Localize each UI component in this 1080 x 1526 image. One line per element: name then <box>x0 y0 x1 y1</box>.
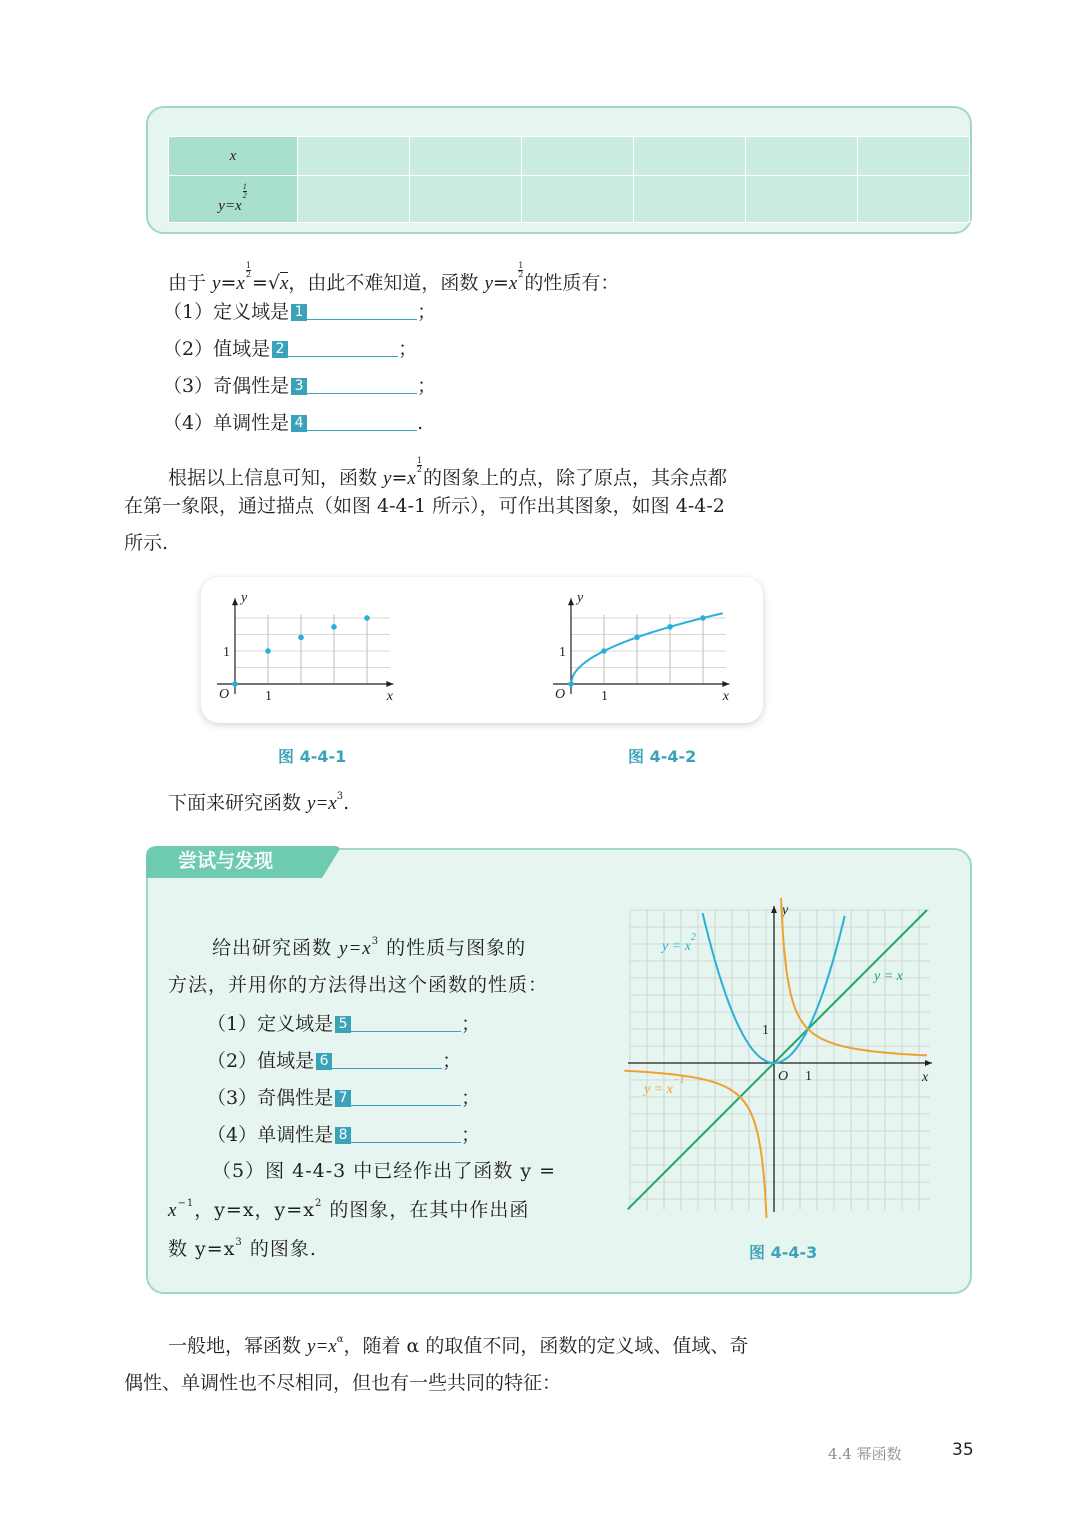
try-property-7 <box>207 1085 480 1110</box>
table-cell[interactable] <box>746 137 858 176</box>
figures-svg <box>201 577 763 723</box>
text: . <box>343 792 350 814</box>
answer-blank[interactable] <box>307 373 417 394</box>
text: ； <box>461 1087 481 1109</box>
text: 由于 <box>168 272 213 294</box>
table-cell[interactable] <box>522 137 634 176</box>
answer-blank[interactable] <box>307 299 417 320</box>
data-point <box>568 681 574 687</box>
answer-blank[interactable] <box>351 1122 461 1143</box>
property-2 <box>163 336 417 361</box>
table-cell[interactable] <box>298 137 410 176</box>
property-label: （1）定义域是 <box>207 1013 334 1035</box>
y-axis-arrow <box>771 906 777 913</box>
label-y-x-inverse <box>644 1075 685 1098</box>
exp-den: 2 <box>518 270 524 279</box>
text: = <box>220 272 237 294</box>
answer-blank[interactable] <box>351 1011 461 1032</box>
y-axis-arrow <box>568 598 574 605</box>
blank-number: 8 <box>335 1127 351 1144</box>
x-axis-label: x <box>922 1070 929 1085</box>
property-label: （4）单调性是 <box>163 412 290 434</box>
property-label: （3）奇偶性是 <box>207 1087 334 1109</box>
data-point <box>232 681 238 687</box>
text: = <box>251 272 268 294</box>
y-tick-label: 1 <box>223 645 230 660</box>
answer-blank[interactable] <box>351 1085 461 1106</box>
exponent: −1 <box>177 1198 195 1209</box>
exp-den: 2 <box>416 465 422 474</box>
closing-line: 偶性、单调性也不尽相同，但也有一些共同的特征： <box>124 1372 562 1394</box>
text: ； <box>461 1013 481 1035</box>
text: x <box>236 273 245 294</box>
y-axis-arrow <box>232 598 238 605</box>
table-cell[interactable] <box>522 176 634 223</box>
property-label: （4）单调性是 <box>207 1124 334 1146</box>
blank-number: 1 <box>291 304 307 321</box>
text: ，由此不难知道，函数 <box>288 272 485 294</box>
try-property-6 <box>207 1048 461 1073</box>
sqrt-sign: √ <box>267 272 280 294</box>
exponent-half <box>245 262 252 279</box>
x-axis-arrow <box>722 681 729 687</box>
exp-num: 1 <box>245 261 251 270</box>
exponent: 3 <box>336 791 344 802</box>
table-cell[interactable] <box>634 176 746 223</box>
paragraph-line: 所示. <box>124 532 169 554</box>
text: x <box>407 468 416 489</box>
try-property-5 <box>207 1011 480 1036</box>
table-header-y-text: y=x <box>218 198 242 214</box>
closing-line <box>168 1334 748 1359</box>
text: ，随着 α 的取值不同，函数的定义域、值域、奇 <box>343 1335 749 1357</box>
property-1 <box>163 299 436 324</box>
text: 一般地，幂函数 <box>168 1335 308 1357</box>
page-number: 35 <box>952 1440 974 1460</box>
exponent: 2 <box>314 1198 323 1209</box>
try-intro-line: 方法，并用你的方法得出这个函数的性质： <box>168 974 549 996</box>
table-cell[interactable] <box>634 137 746 176</box>
y-axis-label: y <box>241 590 248 606</box>
x-axis-arrow <box>386 681 393 687</box>
property-label: （1）定义域是 <box>163 301 290 323</box>
text: x <box>279 273 289 294</box>
text: 的图象. <box>242 1238 317 1260</box>
property-label: （3）奇偶性是 <box>163 375 290 397</box>
table-cell[interactable] <box>298 176 410 223</box>
exp-num: 1 <box>242 182 247 191</box>
text: ； <box>398 338 418 360</box>
text: = <box>391 467 408 489</box>
text: 根据以上信息可知，函数 <box>168 467 384 489</box>
exponent-half <box>416 457 423 474</box>
text: 给出研究函数 <box>212 937 340 959</box>
try-box-title: 尝试与发现 <box>178 850 274 872</box>
text: y = x <box>644 1082 673 1097</box>
figure-caption: 图 4-4-2 <box>628 747 697 766</box>
text: y=x <box>307 793 337 814</box>
table-cell[interactable] <box>858 137 970 176</box>
x-tick-label: 1 <box>265 689 272 704</box>
exponent: 3 <box>371 936 380 947</box>
blank-number: 5 <box>335 1016 351 1033</box>
property-4 <box>163 410 423 435</box>
text: 的图象上的点，除了原点，其余点都 <box>422 467 727 489</box>
x-axis-label: x <box>386 689 394 704</box>
y-axis-label: y <box>782 903 789 918</box>
label-y-x: y = x <box>874 969 903 984</box>
try-property-8 <box>207 1122 480 1147</box>
try-item-5-line2 <box>168 1198 529 1223</box>
blank-number: 2 <box>272 341 288 358</box>
exp-den: 2 <box>242 191 247 200</box>
text: ； <box>417 301 437 323</box>
curve-sqrt <box>571 613 723 684</box>
table-cell[interactable] <box>410 176 522 223</box>
answer-blank[interactable] <box>332 1048 442 1069</box>
intro-line <box>168 262 619 296</box>
try-item-5-line3 <box>168 1237 317 1261</box>
origin-label: O <box>555 687 566 702</box>
paragraph-line <box>168 791 349 816</box>
text: ； <box>442 1050 462 1072</box>
series-y-equals-x-inverse-pos <box>781 898 927 1055</box>
text: x <box>508 273 518 294</box>
blank-number: 7 <box>335 1090 351 1107</box>
data-point <box>265 648 271 654</box>
text: 下面来研究函数 <box>168 792 308 814</box>
paragraph-line: 在第一象限，通过描点（如图 4-4-1 所示），可作出其图象，如图 4-4-2 <box>124 495 725 517</box>
y-tick-label: 1 <box>559 645 566 660</box>
blank-number: 4 <box>291 415 307 432</box>
text: y <box>383 468 392 489</box>
exp-num: 1 <box>416 456 422 465</box>
data-point <box>634 635 640 641</box>
paragraph-line <box>168 457 727 491</box>
text: y=x <box>307 1336 337 1357</box>
text: y <box>212 273 221 294</box>
table-row-x <box>169 137 970 176</box>
blank-number: 6 <box>316 1053 332 1070</box>
value-table-box <box>146 106 972 234</box>
table-cell[interactable] <box>858 176 970 223</box>
table-cell[interactable] <box>746 176 858 223</box>
x-axis-arrow <box>925 1060 932 1066</box>
table-header-y <box>169 176 298 223</box>
text: y=x <box>339 938 372 959</box>
text: 的性质有： <box>524 272 620 294</box>
try-item-5: （5）图 4-4-3 中已经作出了函数 y = <box>212 1160 557 1182</box>
data-point <box>667 624 673 630</box>
blank-number: 3 <box>291 378 307 395</box>
text: y <box>484 273 493 294</box>
try-intro-line <box>212 936 526 961</box>
property-label: （2）值域是 <box>163 338 271 360</box>
figure-4-4-2 <box>553 591 730 705</box>
data-point <box>364 615 370 621</box>
exponent: 3 <box>235 1237 243 1248</box>
property-3 <box>163 373 436 398</box>
x-tick-label: 1 <box>805 1069 812 1084</box>
data-point <box>331 624 337 630</box>
text: x <box>168 1200 178 1221</box>
data-point <box>601 648 607 654</box>
origin-label: O <box>219 687 230 702</box>
exp-num: 1 <box>518 261 524 270</box>
footer-section: 4.4 幂函数 <box>828 1445 902 1463</box>
label-y-x-squared <box>662 932 696 955</box>
data-point <box>700 615 706 621</box>
text: . <box>417 412 424 434</box>
y-axis-label: y <box>577 590 584 606</box>
figure-caption: 图 4-4-3 <box>749 1243 818 1262</box>
table-header-x: x <box>169 137 298 176</box>
origin-label: O <box>778 1069 789 1084</box>
text: ，y=x，y=x <box>194 1199 315 1221</box>
figure-4-4-1 <box>217 591 394 705</box>
text: 的性质与图象的 <box>379 937 527 959</box>
text: y = x <box>662 939 691 954</box>
y-tick-label: 1 <box>762 1023 769 1038</box>
table-row-y <box>169 176 970 223</box>
answer-blank[interactable] <box>307 410 417 431</box>
figure-caption: 图 4-4-1 <box>278 747 347 766</box>
answer-blank[interactable] <box>288 336 398 357</box>
property-label: （2）值域是 <box>207 1050 315 1072</box>
table-cell[interactable] <box>410 137 522 176</box>
text: 数 y=x <box>168 1238 236 1260</box>
x-tick-label: 1 <box>601 689 608 704</box>
x-axis-label: x <box>722 689 730 704</box>
exp-den: 2 <box>245 270 251 279</box>
value-table <box>168 136 970 223</box>
data-point <box>298 635 304 641</box>
text: 的图象，在其中作出函 <box>322 1199 530 1221</box>
text: = <box>492 272 509 294</box>
exponent: −1 <box>672 1075 685 1086</box>
exponent: α <box>336 1334 344 1345</box>
text: ； <box>461 1124 481 1146</box>
exponent-half <box>242 183 248 200</box>
text: ； <box>417 375 437 397</box>
exponent: 2 <box>690 932 696 943</box>
